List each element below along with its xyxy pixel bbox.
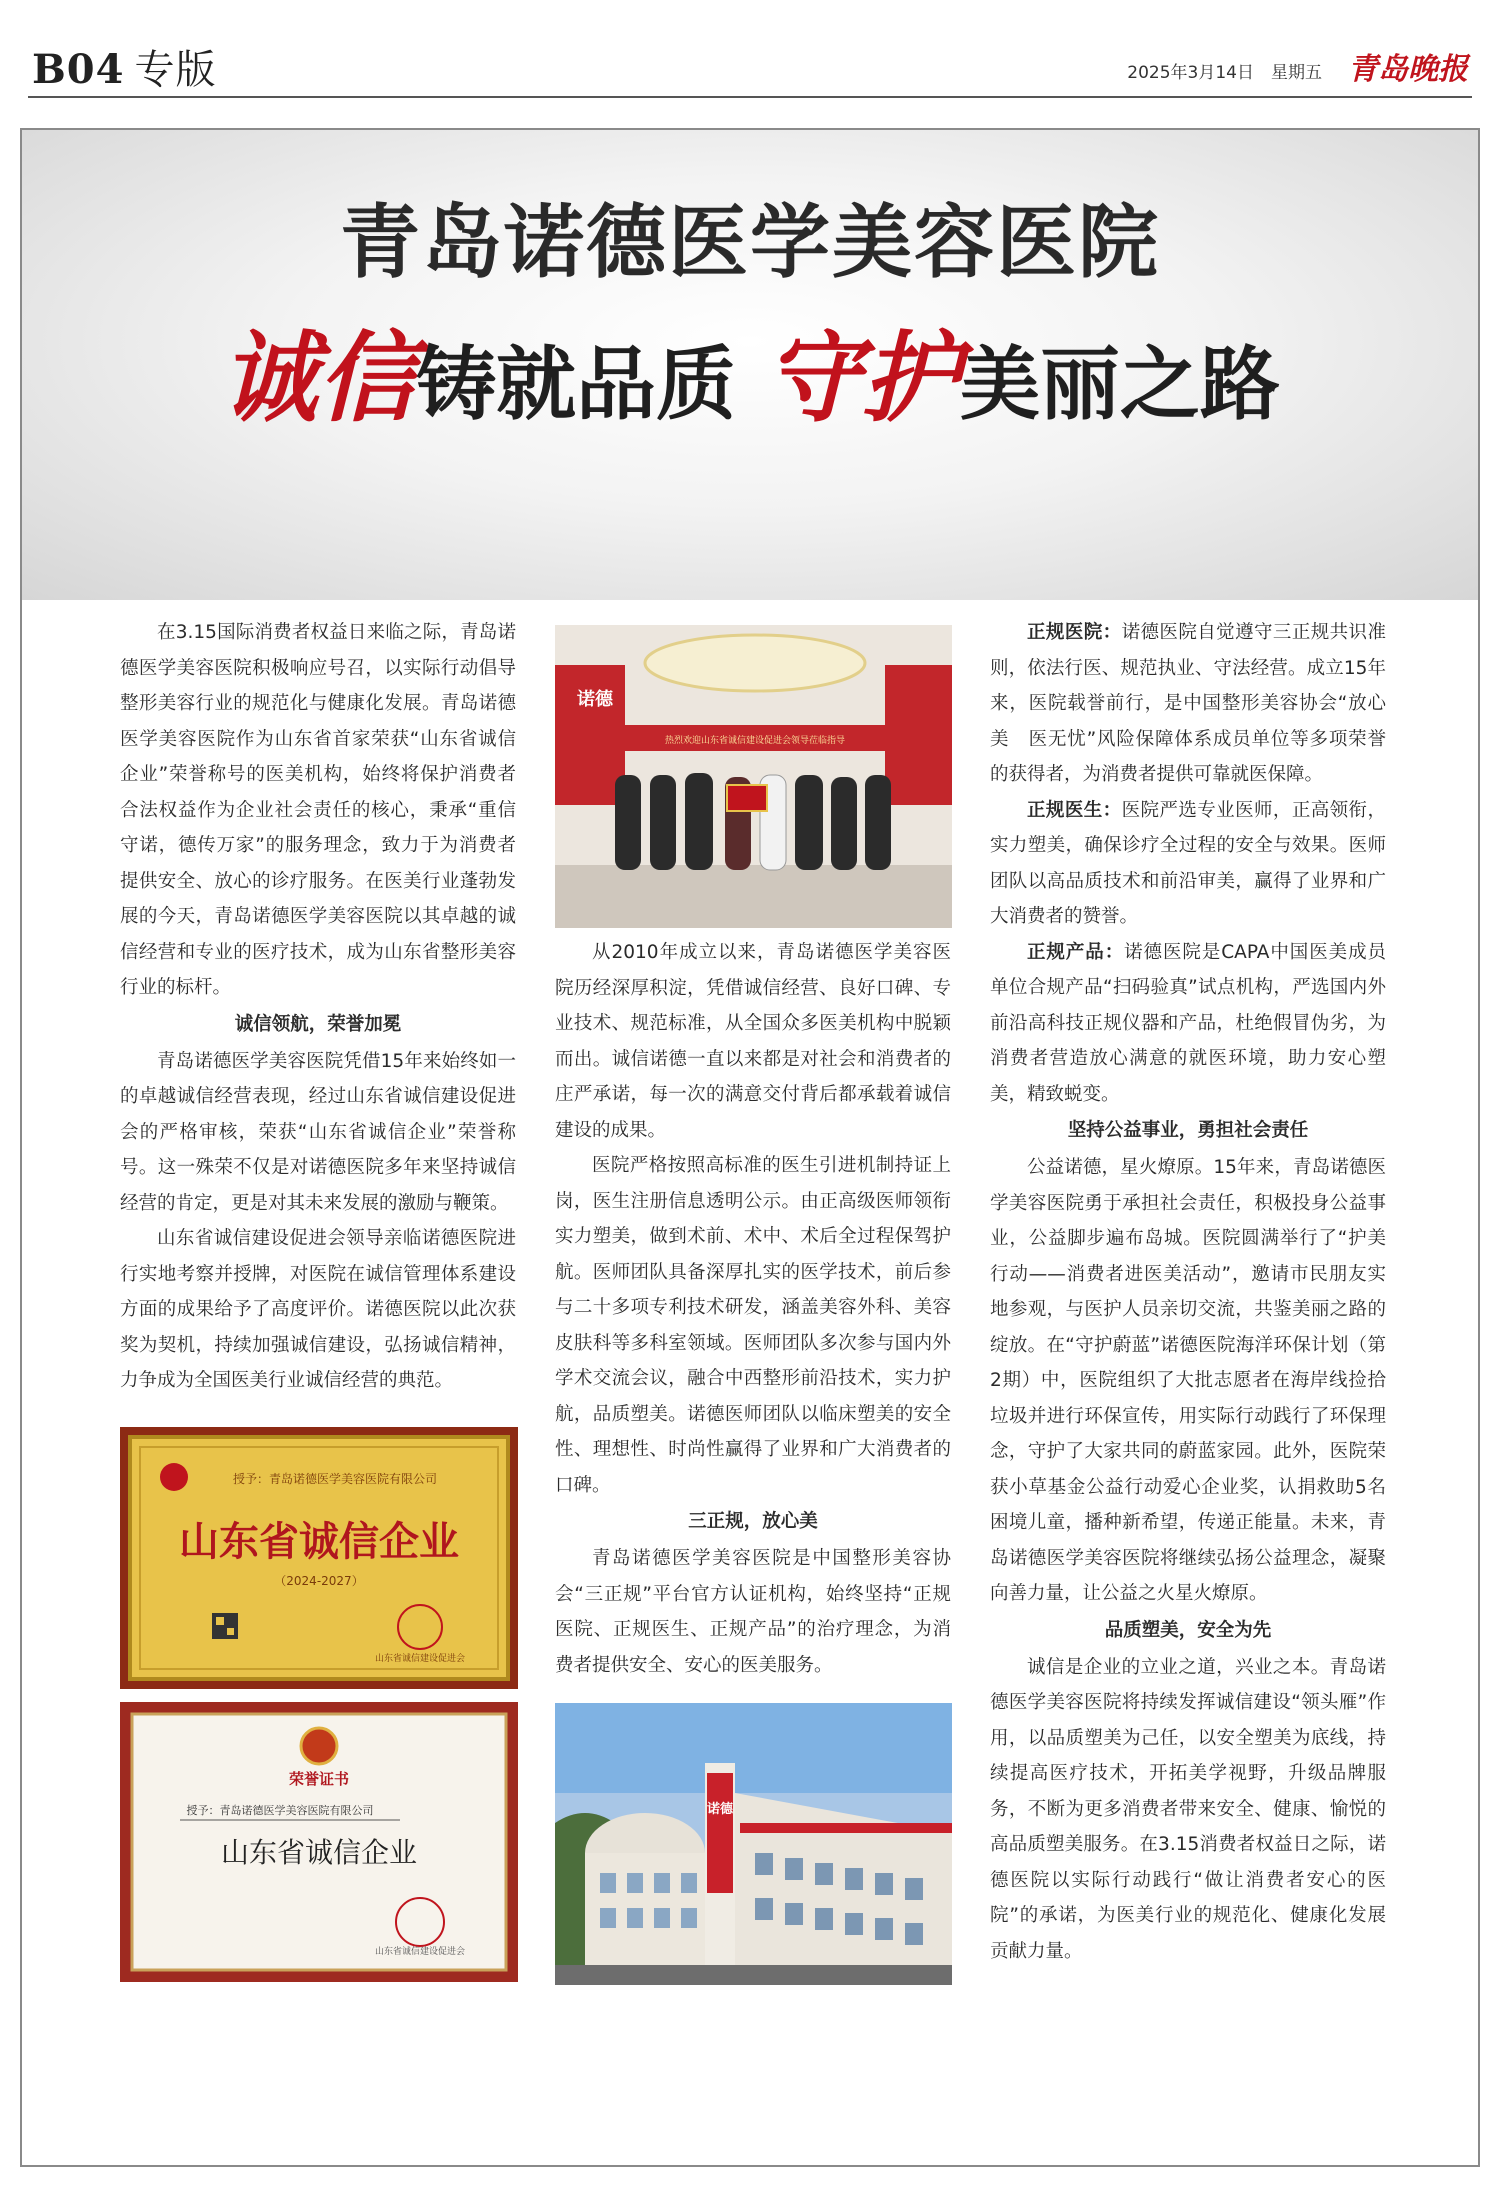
newspaper-logo: 青岛晚报 xyxy=(1348,52,1468,87)
headline-sub xyxy=(0,300,1500,441)
subheading: 坚持公益事业，勇担社会责任 xyxy=(1067,1120,1309,1141)
paragraph: 在3.15国际消费者权益日来临之际，青岛诺德医学美容医院积极响应号召，以实际行动倡导整形美容行业的规范化与健康化发展。青岛诺德医学美容医院作为山东省首家荣获“山东省诚信企业”荣誉称号的医美机构，始终将保护消费者合法权益作为企业社会责任的核心，秉承“重信守诺，德传万家”的服务理念，致力于为消费者提供安全、放心的诊疗服务。在医美行业蓬勃发展的今天，青岛诺德医学美容医院以其卓越的诚信经营和专业的医疗技术，成为山东省整形美容行业的标杆。 xyxy=(120,622,516,998)
ceremony-brand-sign: 诺德 xyxy=(577,689,613,710)
photo-hospital-building xyxy=(555,1703,952,1985)
paragraph-body: 诺德医院自觉遵守三正规共识准则，依法行医、规范执业、守法经营。成立15年来，医院载誉前行，是中国整形美容协会“放心美 医无忧”风险保障体系成员单位等多项荣誉的获得者，为消费者提供可靠就医保障。 xyxy=(990,622,1386,785)
paragraph: 诚信是企业的立业之道，兴业之本。青岛诺德医学美容医院将持续发挥诚信建设“领头雁”作用，以品质塑美为己任，以安全塑美为底线，持续提高医疗技术，开拓美学视野，升级品牌服务，不断为更多消费者带来安全、健康、愉悦的高品质塑美服务。在3.15消费者权益日之际，诺德医院以实际行动践行“做让消费者安心的医院”的承诺，为医美行业的规范化、健康化发展贡献力量。 xyxy=(990,1656,1386,1962)
certificate-plaque-gold xyxy=(120,1427,518,1689)
paragraph-body: 医院严选专业医师，正高领衔，实力塑美，确保诊疗全过程的安全与效果。医师团队以高品质技术和前沿审美，赢得了业界和广大消费者的赞誉。 xyxy=(990,799,1386,927)
plaque-graphic xyxy=(120,1427,518,1689)
ceremony-banner: 热烈欢迎山东省诚信建设促进会领导莅临指导 xyxy=(664,736,846,746)
paragraph xyxy=(990,793,1386,935)
subheading: 三正规，放心美 xyxy=(688,1511,818,1532)
subheading: 诚信领航，荣誉加冕 xyxy=(234,1013,402,1035)
honor-certificate xyxy=(120,1702,518,1982)
plaque-issuer: 山东省诚信建设促进会 xyxy=(374,1654,466,1664)
section-name: 专版 xyxy=(134,47,217,93)
issue-date: 2025年3月14日 星期五 xyxy=(1127,63,1322,83)
certificate-award-to: 授予：青岛诺德医学美容医院有限公司 xyxy=(186,1804,374,1817)
paragraph: 从2010年成立以来，青岛诺德医学美容医院历经深厚积淀，凭借诚信经营、良好口碑、专业技术、规范标准，从全国众多医美机构中脱颖而出。诚信诺德一直以来都是对社会和消费者的庄严承诺，每一次的满意交付背后都承载着诚信建设的成果。 xyxy=(555,942,951,1141)
headline-red-1: 诚信 xyxy=(220,321,417,436)
headline-black-2: 美丽之路 xyxy=(959,338,1280,431)
certificate-graphic xyxy=(120,1702,518,1982)
building-graphic xyxy=(555,1703,952,1985)
page-number: B04 专版 xyxy=(32,46,217,93)
paragraph-body: 诺德医院是CAPA中国医美成员单位合规产品“扫码验真”试点机构，严选国内外前沿高科技正规仪器和产品，杜绝假冒伪劣，为消费者营造放心满意的就医环境，助力安心塑美，精致蜕变。 xyxy=(990,941,1386,1105)
article-column-2 xyxy=(555,935,951,1683)
plaque-period: （2024-2027） xyxy=(274,1574,364,1588)
masthead xyxy=(28,32,1472,98)
paragraph: 山东省诚信建设促进会领导亲临诺德医院进行实地考察并授牌，对医院在诚信管理体系建设方面的成果给予了高度评价。诺德医院以此次获奖为契机，持续加强诚信建设，弘扬诚信精神，力争成为全国医美行业诚信经营的典范。 xyxy=(120,1228,516,1391)
ceremony-graphic xyxy=(555,625,952,928)
photo-award-ceremony xyxy=(555,625,952,928)
headline-red-2: 守护 xyxy=(763,321,960,436)
paragraph xyxy=(990,935,1386,1113)
paragraph: 青岛诺德医学美容医院凭借15年来始终如一的卓越诚信经营表现，经过山东省诚信建设促进会的严格审核，荣获“山东省诚信企业”荣誉称号。这一殊荣不仅是对诺德医院多年来坚持诚信经营的肯定，更是对其未来发展的激励与鞭策。 xyxy=(120,1050,516,1214)
certificate-issuer: 山东省诚信建设促进会 xyxy=(374,1947,466,1957)
paragraph-lead: 正规产品： xyxy=(1027,941,1125,963)
paragraph xyxy=(990,615,1386,793)
paragraph-lead: 正规医院： xyxy=(1027,622,1122,643)
headline-main: 青岛诺德医学美容医院 xyxy=(340,196,1160,289)
article-column-3 xyxy=(990,615,1386,1969)
headline-black-1: 铸就品质 xyxy=(416,338,737,431)
paragraph: 公益诺德，星火燎原。15年来，青岛诺德医学美容医院勇于承担社会责任，积极投身公益事业，公益脚步遍布岛城。医院圆满举行了“护美行动——消费者进医美活动”，邀请市民朋友实地参观，与医护人员亲切交流，共鉴美丽之路的绽放。在“守护蔚蓝”诺德医院海洋环保计划（第2期）中，医院组织了大批志愿者在海岸线捡拾垃圾并进行环保宣传，用实际行动践行了环保理念，守护了大家共同的蔚蓝家园。此外，医院荣获小草基金公益行动爱心企业奖，认捐救助5名困境儿童，播种新希望，传递正能量。未来，青岛诺德医学美容医院将继续弘扬公益理念，凝聚向善力量，让公益之火星火燎原。 xyxy=(990,1157,1386,1604)
paragraph-lead: 正规医生： xyxy=(1027,799,1122,821)
plaque-title: 山东省诚信企业 xyxy=(179,1518,459,1565)
certificate-heading: 荣誉证书 xyxy=(288,1770,350,1788)
plaque-award-to: 授予：青岛诺德医学美容医院有限公司 xyxy=(232,1472,438,1486)
paragraph: 医院严格按照高标准的医生引进机制持证上岗，医生注册信息透明公示。由正高级医师领衔实力塑美，做到术前、术中、术后全过程保驾护航。医师团队具备深厚扎实的医学技术，前后参与二十多项专利技术研发，涵盖美容外科、美容皮肤科等多科室领域。医师团队多次参与国内外学术交流会议，融合中西整形前沿技术，实力护航，品质塑美。诺德医师团队以临床塑美的安全性、理想性、时尚性赢得了业界和广大消费者的口碑。 xyxy=(555,1155,951,1496)
certificate-title: 山东省诚信企业 xyxy=(220,1836,418,1869)
subheading: 品质塑美，安全为先 xyxy=(1104,1619,1272,1641)
article-column-1 xyxy=(120,615,516,1399)
paragraph: 青岛诺德医学美容医院是中国整形美容协会“三正规”平台官方认证机构，始终坚持“正规医院、正规医生、正规产品”的治疗理念，为消费者提供安全、安心的医美服务。 xyxy=(555,1548,951,1676)
building-sign: 诺德 xyxy=(706,1802,734,1817)
